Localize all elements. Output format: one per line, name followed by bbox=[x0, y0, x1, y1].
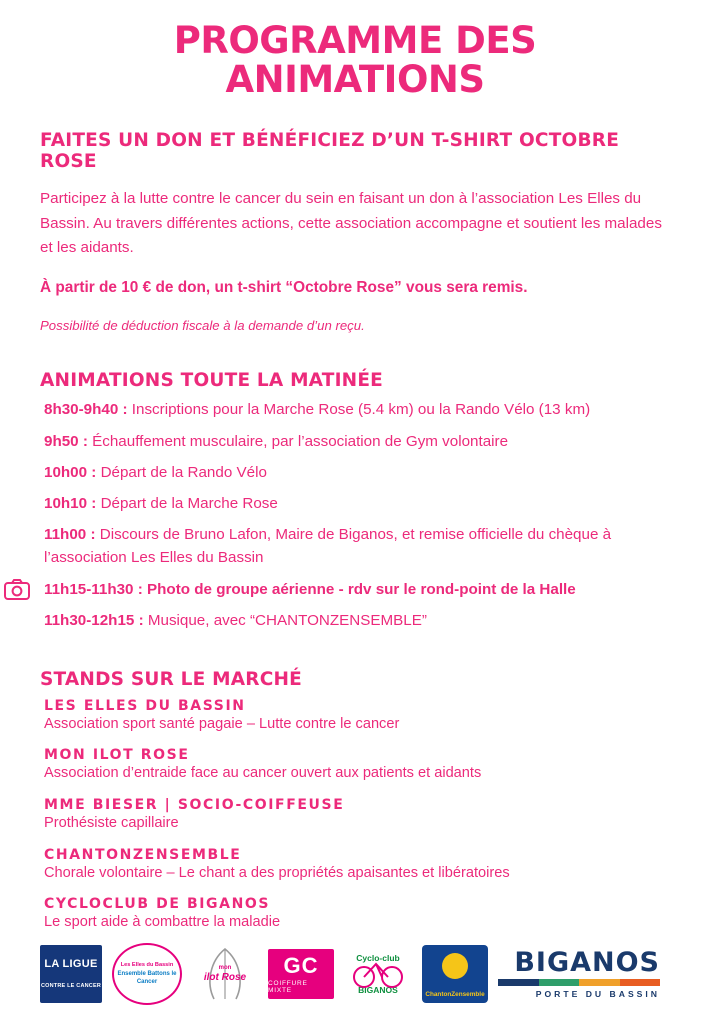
stand-item bbox=[40, 797, 670, 834]
bicycle-icon bbox=[344, 944, 412, 1004]
page-title: PROGRAMME DES ANIMATIONS bbox=[173, 19, 537, 101]
camera-icon bbox=[4, 579, 30, 600]
schedule-text: Musique, avec “CHANTONZENSEMBLE” bbox=[143, 611, 427, 629]
music-note-icon bbox=[442, 953, 468, 979]
schedule-time: 11h00 : bbox=[44, 526, 96, 544]
logo-strip bbox=[40, 938, 670, 1010]
logo-ilot-line2: ilot Rose bbox=[203, 971, 247, 983]
schedule-time: 11h30-12h15 : bbox=[44, 611, 144, 629]
logo-gc-line1: GC bbox=[283, 952, 319, 978]
stands-list bbox=[40, 698, 670, 933]
stand-name: LES ELLES DU BASSIN bbox=[44, 697, 246, 714]
don-bold-line: À partir de 10 € de don, un t-shirt “Octobre Rose” vous sera remis. bbox=[40, 279, 528, 297]
schedule-time: 8h30-9h40 : bbox=[44, 401, 128, 419]
logo-chantonzensemble bbox=[422, 943, 488, 1005]
schedule-time: 11h15-11h30 : bbox=[44, 580, 143, 598]
logo-la-ligue bbox=[40, 943, 102, 1005]
schedule-time: 10h10 : bbox=[44, 495, 97, 513]
don-italic-line: Possibilité de déduction fiscale à la demande d’un reçu. bbox=[40, 318, 365, 334]
logo-biganos-name: BIGANOS bbox=[514, 947, 660, 978]
stand-item bbox=[40, 896, 670, 933]
schedule-row bbox=[40, 399, 670, 422]
stand-item bbox=[40, 747, 670, 784]
stand-description: Chorale volontaire – Le chant a des propriétés apaisantes et libératoires bbox=[44, 864, 510, 881]
logo-elles-line1: Les Elles du Bassin bbox=[120, 962, 174, 969]
stand-description: Association d’entraide face au cancer ouvert aux patients et aidants bbox=[44, 765, 482, 782]
stand-name: CHANTONZENSEMBLE bbox=[44, 846, 242, 863]
schedule-row bbox=[40, 524, 670, 570]
schedule-text: Photo de groupe aérienne - rdv sur le rond-point de la Halle bbox=[142, 580, 576, 598]
schedule-row bbox=[40, 431, 670, 454]
stand-name: CYCLOCLUB DE BIGANOS bbox=[44, 896, 271, 913]
stand-description: Association sport santé pagaie – Lutte contre le cancer bbox=[44, 715, 400, 732]
don-paragraph: Participez à la lutte contre le cancer du sein en faisant un don à l’association Les Elles du Bassin. Au travers différentes actions, cette association accompagne et soutient les malades et les aidants. bbox=[40, 189, 662, 257]
schedule-list bbox=[40, 399, 670, 632]
schedule-text: Discours de Bruno Lafon, Maire de Biganos, et remise officielle du chèque à l’association Les Elles du Bassin bbox=[44, 526, 612, 567]
schedule-time: 10h00 : bbox=[44, 463, 97, 481]
stand-item bbox=[40, 698, 670, 735]
logo-cyclo-line2: BIGANOS bbox=[358, 985, 398, 995]
logo-biganos-tagline: PORTE DU BASSIN bbox=[535, 989, 660, 999]
logo-la-ligue-line1: LA LIGUE bbox=[44, 957, 98, 970]
schedule-text: Échauffement musculaire, par l’association de Gym volontaire bbox=[87, 432, 509, 450]
logo-biganos bbox=[498, 943, 660, 1005]
stand-item bbox=[40, 847, 670, 884]
logo-gc-coiffure bbox=[268, 943, 334, 1005]
stand-description: Prothésiste capillaire bbox=[44, 815, 179, 832]
schedule-row-photo bbox=[40, 579, 670, 602]
logo-cycloclub bbox=[344, 943, 412, 1005]
schedule-text: Départ de la Marche Rose bbox=[96, 495, 278, 513]
logo-elles-line2: Ensemble Battons le Cancer bbox=[117, 970, 177, 985]
stand-name: MON ILOT ROSE bbox=[44, 747, 190, 764]
schedule-row bbox=[40, 462, 670, 485]
stand-name: MME BIESER | SOCIO-COIFFEUSE bbox=[44, 797, 345, 814]
logo-la-ligue-line2: CONTRE LE CANCER bbox=[40, 983, 102, 990]
schedule-text: Inscriptions pour la Marche Rose (5.4 km) ou la Rando Vélo (13 km) bbox=[127, 401, 591, 419]
logo-ilot-line1: mon bbox=[218, 965, 232, 972]
schedule-row bbox=[40, 610, 670, 633]
logo-mon-ilot-rose bbox=[192, 943, 258, 1005]
logo-chanton-label: ChantonZensemble bbox=[425, 991, 485, 998]
schedule-text: Départ de la Rando Vélo bbox=[96, 463, 267, 481]
section-heading-don: FAITES UN DON ET BÉNÉFICIEZ D’UN T-SHIRT OCTOBRE ROSE bbox=[40, 129, 620, 172]
stand-description: Le sport aide à combattre la maladie bbox=[44, 914, 281, 931]
logo-gc-line2: COIFFURE MIXTE bbox=[268, 979, 308, 994]
logo-cyclo-line1: Cyclo-club bbox=[356, 953, 400, 963]
schedule-time: 9h50 : bbox=[44, 432, 88, 450]
section-heading-animations: ANIMATIONS TOUTE LA MATINÉE bbox=[40, 370, 384, 392]
logo-biganos-bars bbox=[498, 979, 660, 986]
section-heading-stands: STANDS SUR LE MARCHÉ bbox=[40, 668, 302, 690]
schedule-row bbox=[40, 493, 670, 516]
logo-les-elles-du-bassin bbox=[112, 943, 182, 1005]
